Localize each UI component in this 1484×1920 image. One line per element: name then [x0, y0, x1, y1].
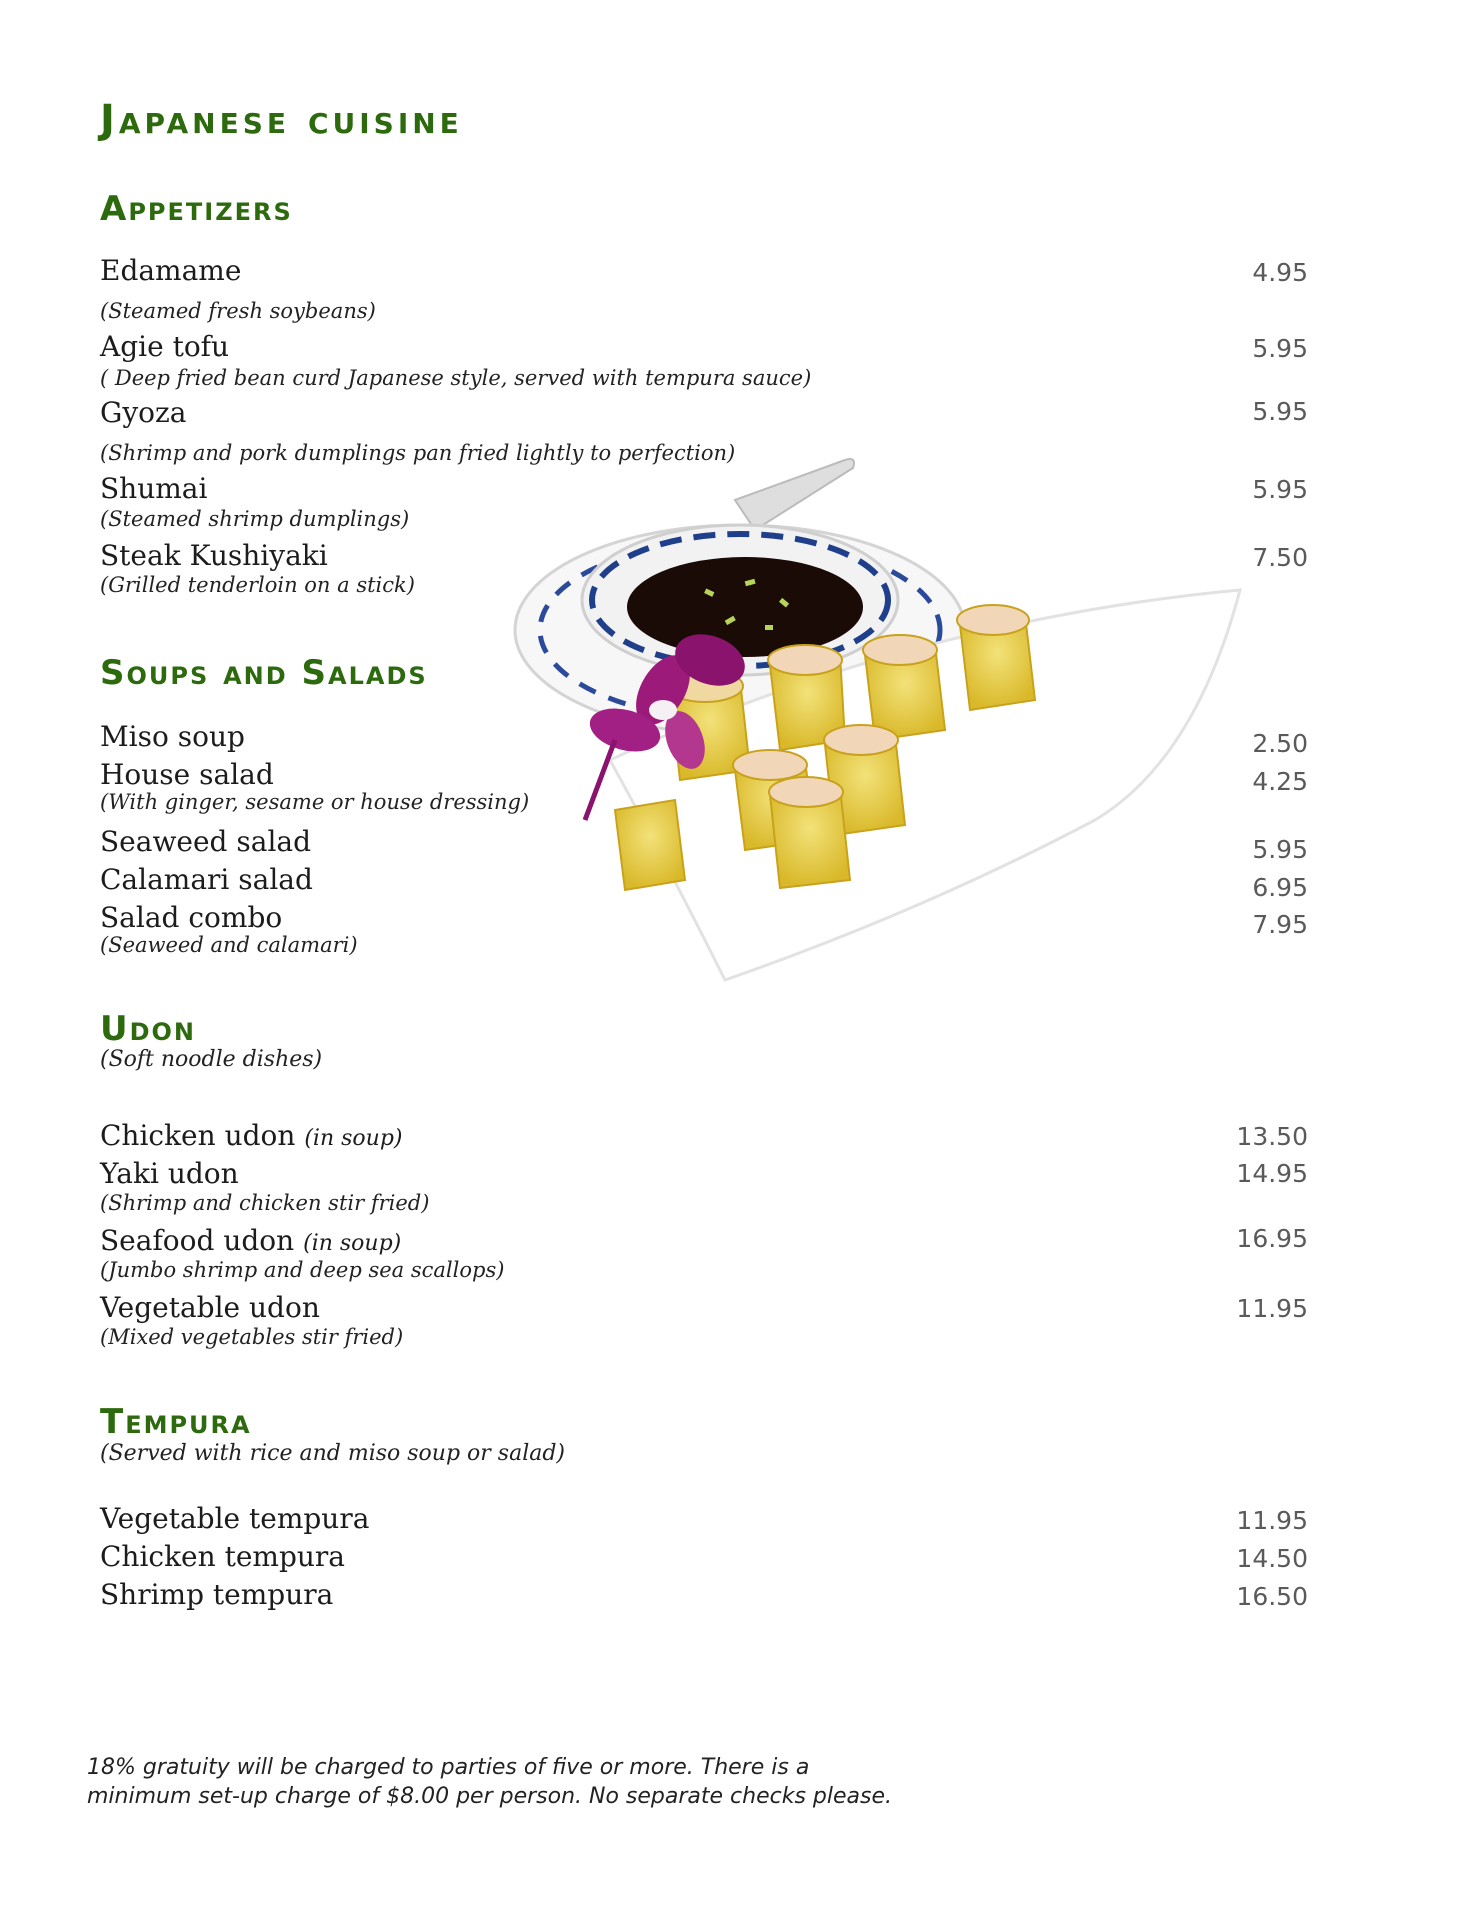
menu-item-price: 5.95 — [1252, 835, 1308, 864]
menu-item-description: (With ginger, sesame or house dressing) — [100, 790, 530, 814]
menu-item-name: Vegetable udon — [100, 1291, 320, 1324]
menu-item-price: 7.95 — [1252, 910, 1308, 939]
menu-item-description: (Jumbo shrimp and deep sea scallops) — [100, 1258, 505, 1282]
menu-item-name-text: Chicken udon — [100, 1119, 296, 1152]
menu-item-price: 16.50 — [1236, 1582, 1308, 1611]
menu-item-price: 7.50 — [1252, 543, 1308, 572]
menu-item-name: House salad — [100, 758, 274, 791]
gratuity-note-line: 18% gratuity will be charged to parties of five or more. There is a — [87, 1755, 810, 1780]
menu-item-price: 5.95 — [1252, 397, 1308, 426]
menu-item-name: Steak Kushiyaki — [100, 539, 328, 572]
menu-item-description: (Mixed vegetables stir fried) — [100, 1325, 404, 1349]
food-photo — [495, 440, 1255, 1120]
menu-item-name — [100, 1119, 403, 1152]
menu-item-name: Agie tofu — [100, 330, 230, 363]
menu-item-price: 5.95 — [1252, 334, 1308, 363]
menu-item-name-text: Seafood udon — [100, 1224, 295, 1257]
menu-item-name: Edamame — [100, 254, 242, 287]
menu-item-note: (in soup) — [303, 1231, 402, 1256]
menu-item-price: 5.95 — [1252, 475, 1308, 504]
menu-item-price: 6.95 — [1252, 873, 1308, 902]
menu-item-description: (Seaweed and calamari) — [100, 933, 358, 957]
menu-item-note: (in soup) — [304, 1126, 403, 1151]
menu-item-name: Salad combo — [100, 901, 283, 934]
menu-item-description: ( Deep fried bean curd Japanese style, served with tempura sauce) — [100, 366, 812, 390]
menu-item-price: 16.95 — [1236, 1224, 1308, 1253]
section-heading-appetizers: Appetizers — [100, 189, 293, 229]
menu-item-price: 11.95 — [1236, 1506, 1308, 1535]
menu-item-price: 13.50 — [1236, 1122, 1308, 1151]
menu-item-name: Yaki udon — [100, 1157, 239, 1190]
menu-item-name: Vegetable tempura — [100, 1502, 370, 1535]
menu-item-price: 2.50 — [1252, 729, 1308, 758]
section-subtitle: (Soft noodle dishes) — [100, 1047, 323, 1072]
menu-item-description: (Grilled tenderloin on a stick) — [100, 573, 415, 597]
menu-item-price: 4.25 — [1252, 767, 1308, 796]
menu-item-price: 11.95 — [1236, 1294, 1308, 1323]
menu-item-name: Gyoza — [100, 396, 187, 429]
menu-item-description: (Steamed fresh soybeans) — [100, 299, 376, 323]
menu-item-description: (Steamed shrimp dumplings) — [100, 507, 410, 531]
section-heading-tempura: Tempura — [100, 1402, 252, 1442]
section-heading-udon: Udon — [100, 1009, 197, 1049]
menu-item-price: 4.95 — [1252, 258, 1308, 287]
menu-item-description: (Shrimp and pork dumplings pan fried lightly to perfection) — [100, 441, 736, 465]
menu-item-name: Shrimp tempura — [100, 1578, 334, 1611]
menu-item-price: 14.50 — [1236, 1544, 1308, 1573]
gratuity-note-line: minimum set-up charge of $8.00 per person. No separate checks please. — [87, 1784, 893, 1809]
menu-item-price: 14.95 — [1236, 1159, 1308, 1188]
menu-item-name — [100, 1224, 402, 1257]
menu-item-name: Calamari salad — [100, 863, 313, 896]
menu-item-name: Chicken tempura — [100, 1540, 345, 1573]
page-title: Japanese cuisine — [100, 97, 463, 143]
menu-item-description: (Shrimp and chicken stir fried) — [100, 1191, 430, 1215]
menu-item-name: Seaweed salad — [100, 825, 312, 858]
menu-item-name: Miso soup — [100, 720, 245, 753]
menu-item-name: Shumai — [100, 472, 208, 505]
gratuity-note — [87, 1753, 907, 1811]
section-heading-soups-salads: Soups and Salads — [100, 653, 428, 693]
section-subtitle: (Served with rice and miso soup or salad) — [100, 1441, 566, 1466]
